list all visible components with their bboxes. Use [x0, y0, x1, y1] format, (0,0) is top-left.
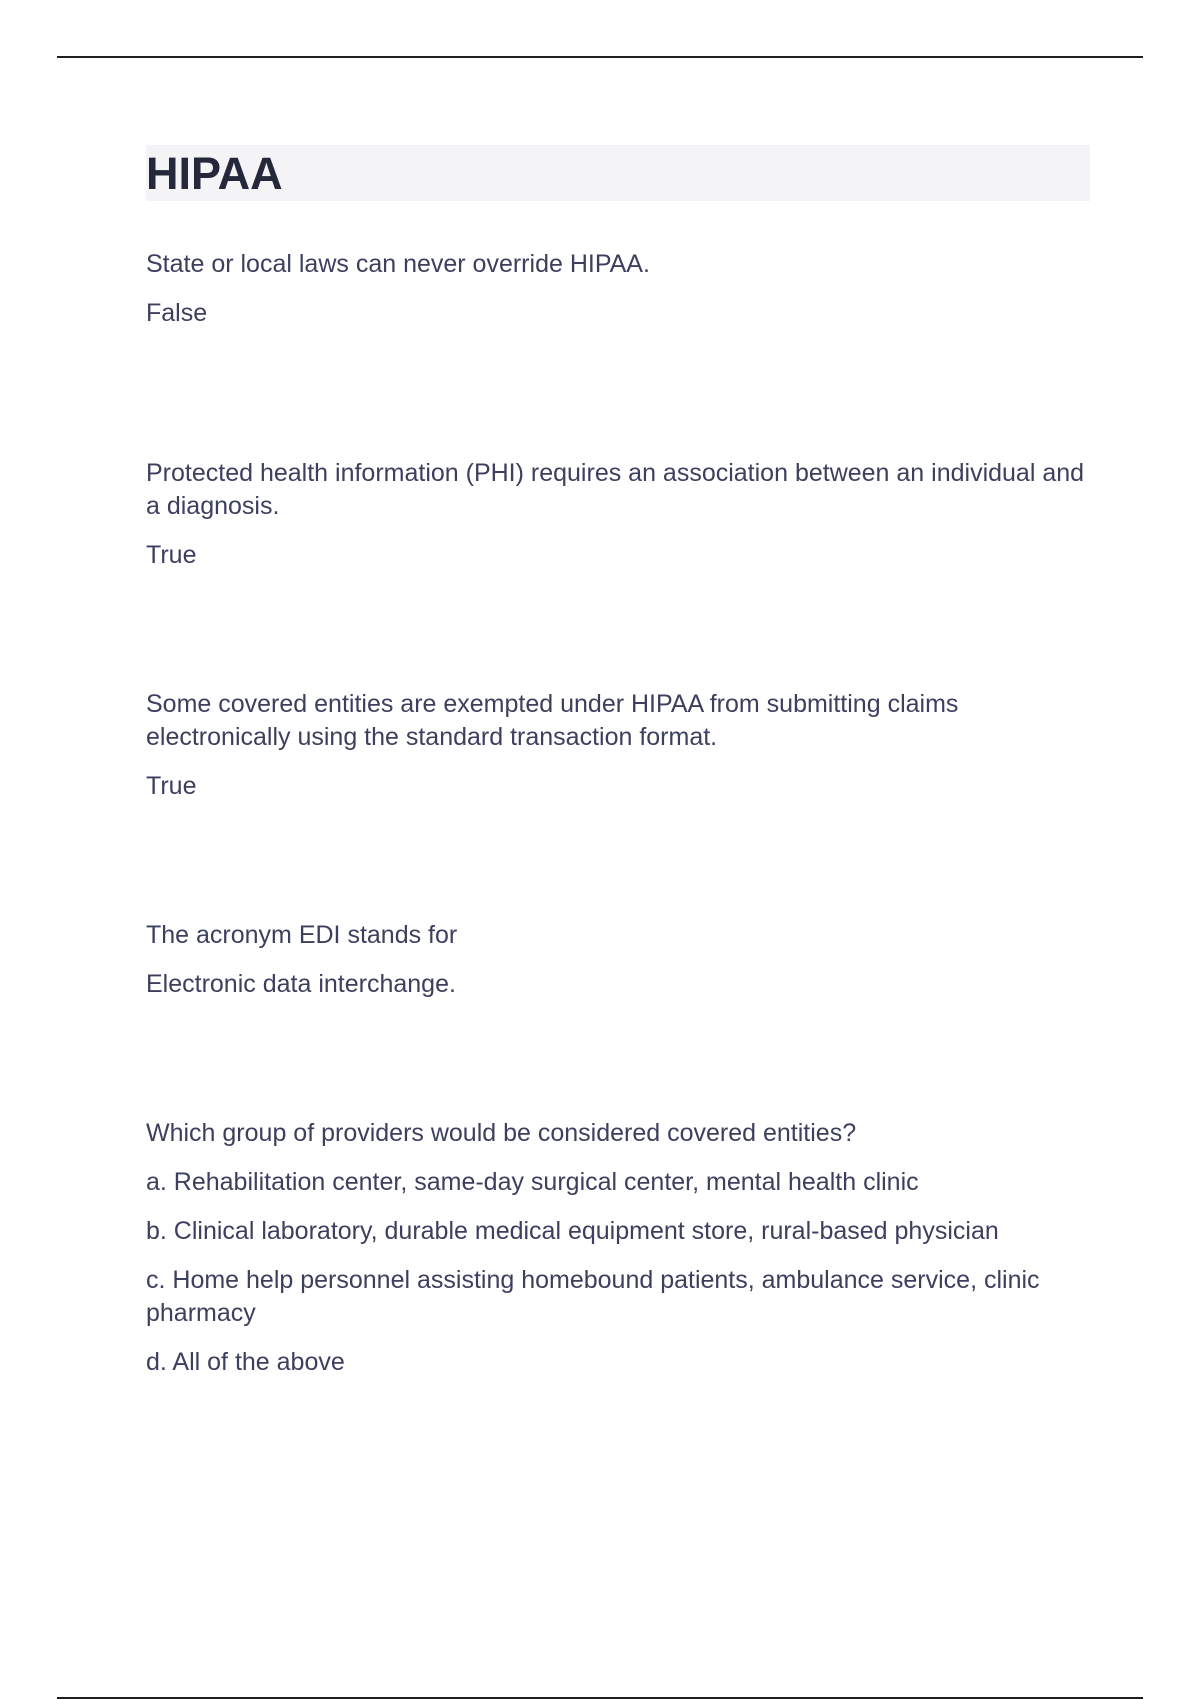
title-background	[146, 145, 1090, 201]
flashcard	[146, 248, 1086, 330]
flashcard-question: The acronym EDI stands for	[146, 921, 458, 949]
flashcard	[146, 1117, 1086, 1379]
answer-option-d: d. All of the above	[146, 1348, 345, 1376]
answer-option-b: b. Clinical laboratory, durable medical equipment store, rural-based physician	[146, 1217, 999, 1245]
page-title: HIPAA	[146, 148, 283, 199]
flashcard-question: Some covered entities are exempted under HIPAA from submitting claims electronically using the standard transaction format.	[146, 690, 959, 751]
flashcard-list	[146, 248, 1086, 1495]
top-rule	[57, 56, 1143, 58]
flashcard-question: Protected health information (PHI) requires an association between an individual and a diagnosis.	[146, 459, 1085, 520]
answer-option-c: c. Home help personnel assisting homebound patients, ambulance service, clinic pharmacy	[146, 1266, 1040, 1327]
flashcard	[146, 919, 1086, 1001]
bottom-rule	[57, 1697, 1143, 1699]
flashcard-question: Which group of providers would be considered covered entities?	[146, 1119, 857, 1147]
flashcard-answer: Electronic data interchange.	[146, 970, 456, 998]
flashcard-question: State or local laws can never override HIPAA.	[146, 250, 650, 278]
flashcard	[146, 457, 1086, 572]
answer-option-a: a. Rehabilitation center, same-day surgical center, mental health clinic	[146, 1168, 919, 1196]
flashcard-answer: True	[146, 772, 197, 800]
flashcard-answer: True	[146, 541, 197, 569]
flashcard-answer: False	[146, 299, 208, 327]
flashcard	[146, 688, 1086, 803]
